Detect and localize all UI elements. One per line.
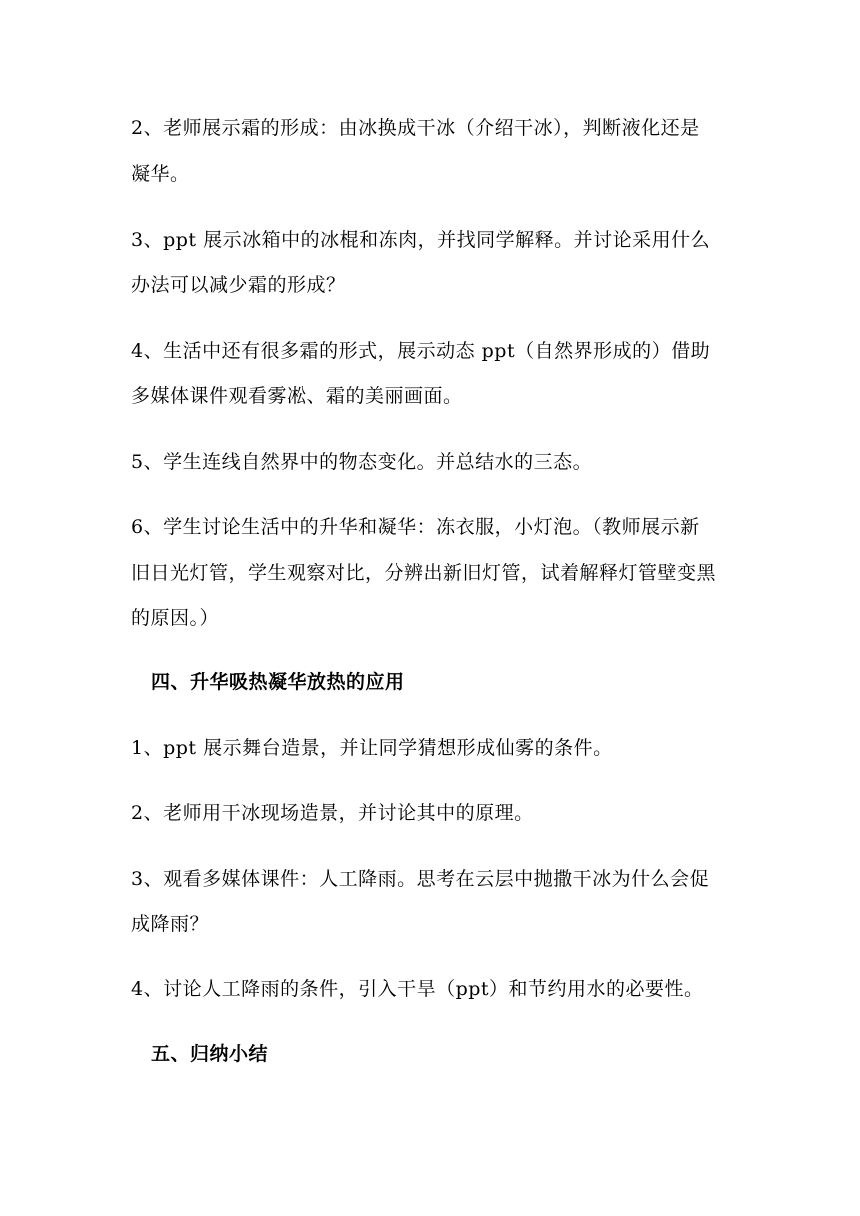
section-heading: 四、升华吸热凝华放热的应用 (151, 671, 405, 693)
paragraph-line: 4、生活中还有很多霜的形式，展示动态 ppt（自然界形成的）借助 (131, 340, 711, 362)
list-item: 1、ppt 展示舞台造景，并让同学猜想形成仙雾的条件。 (131, 737, 613, 759)
paragraph-line: 多媒体课件观看雾凇、霜的美丽画面。 (131, 385, 463, 407)
list-item: 成降雨？ (131, 913, 210, 935)
paragraph-line: 6、学生讨论生活中的升华和凝华：冻衣服，小灯泡。（教师展示新 (131, 516, 700, 538)
list-item: 2、老师用干冰现场造景，并讨论其中的原理。 (131, 802, 534, 824)
paragraph-line: 办法可以减少霜的形成？ (131, 274, 346, 296)
paragraph-line: 2、老师展示霜的形成：由冰换成干冰（介绍干冰），判断液化还是 (131, 117, 700, 139)
paragraph-line: 3、ppt 展示冰箱中的冰棍和冻肉，并找同学解释。并讨论采用什么 (131, 229, 711, 251)
paragraph-line: 的原因。） (131, 607, 220, 629)
section-heading: 五、归纳小结 (151, 1043, 269, 1065)
list-item: 3、观看多媒体课件：人工降雨。思考在云层中抛撒干冰为什么会促 (131, 868, 710, 890)
paragraph-line: 5、学生连线自然界中的物态变化。并总结水的三态。 (131, 451, 593, 473)
paragraph-line: 旧日光灯管，学生观察对比，分辨出新旧灯管，试着解释灯管壁变黑 (131, 562, 717, 584)
list-item: 4、讨论人工降雨的条件，引入干旱（ppt）和节约用水的必要性。 (131, 978, 704, 1000)
paragraph-line: 凝华。 (131, 163, 190, 185)
